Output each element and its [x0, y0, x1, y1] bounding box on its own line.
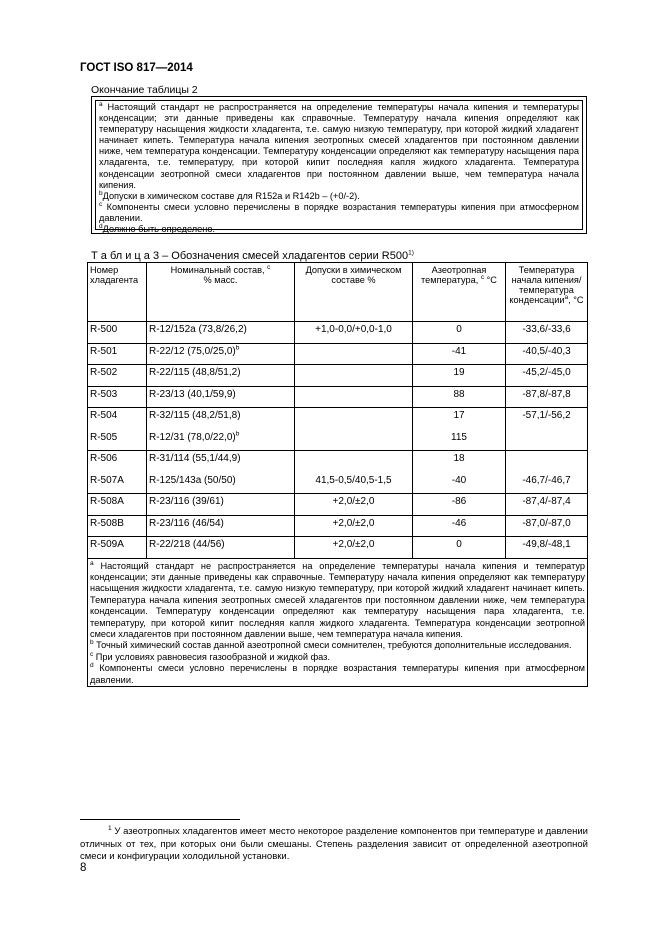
table-row [88, 386, 588, 408]
cell-tol: +2,0/±2,0 [295, 494, 413, 516]
cell-num: R-501 [88, 343, 147, 365]
note-a: $^a$ Настоящий стандарт не распространяется на определение температуры начала кипения и температуры конденсации; эти данные приведены как справочные. Температуру начала кипения определяют как температуру насыщения жидкости хладагента, т.е. самую низкую температуру, при которой жидкий хладагент начинает кипеть. Температура начала кипения зеотропных смесей хладагентов при постоянном давлении ниже, чем температура конденсации. Температуру конденсации определяют как температуру насыщения пара хладагента, т.е. температуру, при которой кипит последняя капля жидкого хладагента. Температура конденсации зеотропной смеси хладагентов при постоянном давлении выше, чем температура начала кипения. [99, 100, 579, 190]
cell-tol: 41,5-0,5/40,5-1,5 [295, 451, 413, 494]
note-d: $^d$ Компоненты смеси условно перечислены в порядке возрастания температуры кипения при атмосферном давлении. [90, 662, 585, 685]
cell-tol [295, 386, 413, 408]
col-tolerance-header: Допуски в химическом составе % [295, 263, 413, 322]
note-b: $^b$ Точный химический состав данной азеотропной смеси сомнителен, требуются дополнительные исследования. [90, 639, 572, 651]
cell-num: R-500 [88, 322, 147, 344]
footnote: $^1$ У азеотропных хладагентов имеет место некоторое разделение компонентов при температуре и давлении отличных от тех, при которых они были смешаны. Степень разделения зависит от определенной азеотропной смеси и конфигурации холодильной установки. [80, 824, 588, 862]
cell-comp: R-12/152a (73,8/26,2) [147, 322, 295, 344]
cell-num: R-508A [88, 494, 147, 516]
cell-temp: -49,8/-48,1 [506, 537, 588, 559]
cell-tol [295, 343, 413, 365]
cell-num: R-502 [88, 365, 147, 387]
cell-temp: -87,4/-87,4 [506, 494, 588, 516]
table-row [88, 515, 588, 537]
cell-comp: R-22/115 (48,8/51,2) [147, 365, 295, 387]
table3-title: Т а бл и ц а 3 – Обозначения смесей хладагентов серии R500$^{1)}$ [91, 249, 414, 262]
page-number: 8 [80, 862, 87, 874]
col-number-header: Номер хладагента [88, 263, 147, 322]
cell-comp: R-23/116 (46/54) [147, 515, 295, 537]
cell-azeo: 88 [413, 386, 506, 408]
cell-comp: R-32/115 (48,2/51,8) R-12/31 $(78,0/22,0)^b$ [147, 408, 295, 451]
table-row [88, 494, 588, 516]
cell-comp: R-31/114 (55,1/44,9) R-125/143a (50/50) [147, 451, 295, 494]
col-composition-header: Номинальный состав, $^c$ % масс. [147, 263, 295, 322]
cell-azeo: -41 [413, 343, 506, 365]
cell-azeo: 18 -40 [413, 451, 506, 494]
cell-temp: -45,2/-45,0 [506, 365, 588, 387]
cell-comp: R-23/13 (40,1/59,9) [147, 386, 295, 408]
cell-comp: R-22/12 $(75,0/25,0)^b$ [147, 343, 295, 365]
col-azeotrope-header: Азеотропная температура, $^c$ °С [413, 263, 506, 322]
cell-tol: +2,0/±2,0 [295, 537, 413, 559]
cell-comp: R-22/218 (44/56) [147, 537, 295, 559]
col-temp-header: Температура начала кипения/температура конденсации$^a$, °С [506, 263, 588, 322]
cell-azeo: -46 [413, 515, 506, 537]
table-row [88, 408, 588, 451]
note-a: $^a$ Настоящий стандарт не распространяется на определение температуры начала кипения и температур конденсации; эти данные приведены как справочные. Температуру начала кипения определяют как температуру насыщения жидкости хладагента, т.е. самую низкую температуру, при которой жидкий хладагент начинает кипеть. Температура начала кипения зеотропных смесей хладагентов при постоянном давлении ниже, чем температура конденсации. Температуру конденсации определяют как температуру насыщения пара хладагента, т.е. температуру, при которой кипит последняя капля жидкого хладагента. Температура конденсации зеотропной смеси хладагентов при постоянном давлении выше, чем температура начала кипения. [90, 559, 585, 639]
table-row [88, 343, 588, 365]
cell-azeo: 0 [413, 322, 506, 344]
table2-continuation-caption: Окончание таблицы 2 [91, 84, 198, 96]
table3-notes-row [88, 558, 588, 686]
cell-num: R-503 [88, 386, 147, 408]
cell-temp: -46,7/-46,7 [506, 451, 588, 494]
note-c: $^c$ При условиях равновесия газообразной и жидкой фаз. [90, 650, 330, 662]
table2-notes [95, 100, 583, 235]
cell-temp: -57,1/-56,2 [506, 408, 588, 451]
table2-notes-box [91, 96, 587, 234]
cell-num: R-509A [88, 537, 147, 559]
cell-temp: -40,5/-40,3 [506, 343, 588, 365]
cell-tol: +1,0-0,0/+0,0-1,0 [295, 322, 413, 344]
cell-num: R-506 R-507A [88, 451, 147, 494]
table3 [87, 262, 588, 687]
cell-comp: R-23/116 (39/61) [147, 494, 295, 516]
table-row [88, 537, 588, 559]
note-d: $^d$Должно быть определено. [99, 222, 215, 235]
cell-temp: -87,8/-87,8 [506, 386, 588, 408]
document-header: ГОСТ ISO 817—2014 [80, 62, 193, 74]
table-row [88, 451, 588, 494]
cell-azeo: -86 [413, 494, 506, 516]
cell-temp: -33,6/-33,6 [506, 322, 588, 344]
cell-tol [295, 408, 413, 451]
cell-num: R-504 R-505 [88, 408, 147, 451]
table-header-row [88, 263, 588, 322]
note-c: $^c$ Компоненты смеси условно перечислены в порядке возрастания температуры кипения при атмосферном давлении. [99, 200, 579, 223]
table3-notes [88, 558, 588, 686]
cell-azeo: 17 115 [413, 408, 506, 451]
cell-tol [295, 365, 413, 387]
footnote-divider [80, 819, 240, 820]
cell-azeo: 19 [413, 365, 506, 387]
cell-temp: -87,0/-87,0 [506, 515, 588, 537]
table-row [88, 322, 588, 344]
note-b: $^b$Допуски в химическом составе для R152a и R142b – (+0/-2). [99, 189, 360, 201]
table-row [88, 365, 588, 387]
cell-azeo: 0 [413, 537, 506, 559]
cell-tol: +2,0/±2,0 [295, 515, 413, 537]
cell-num: R-508B [88, 515, 147, 537]
